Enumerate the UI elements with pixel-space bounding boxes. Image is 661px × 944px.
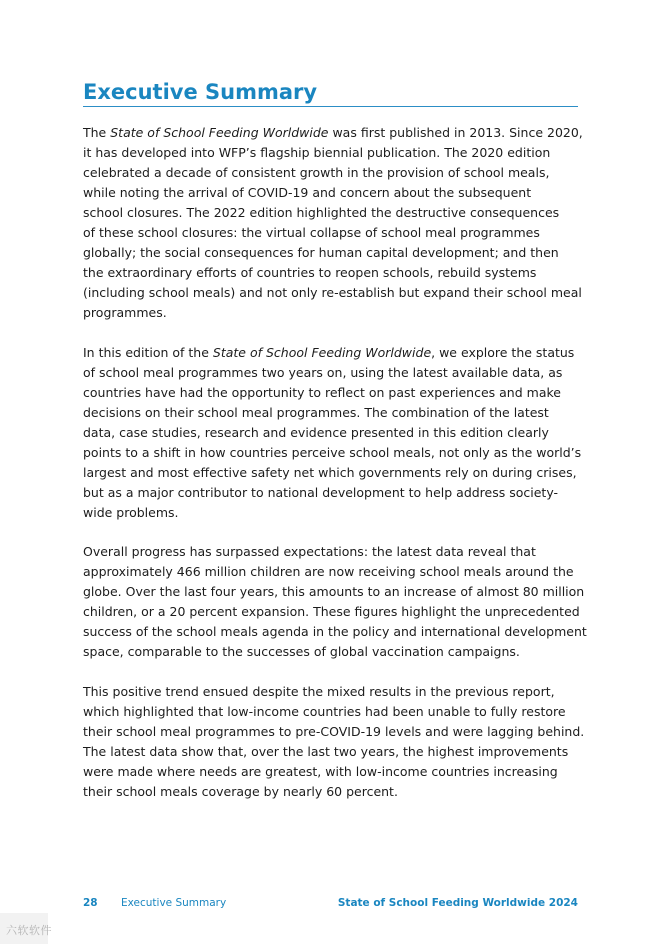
text-segment: decisions on their school meal programmes. The combination of the latest xyxy=(83,405,549,420)
text-segment: success of the school meals agenda in the policy and international development xyxy=(83,624,587,639)
text-line xyxy=(83,622,587,642)
text-line xyxy=(83,463,583,483)
text-segment: (including school meals) and not only re-establish but expand their school meal xyxy=(83,285,582,300)
text-segment: The latest data show that, over the last two years, the highest improvements xyxy=(83,744,569,759)
text-line xyxy=(83,443,583,463)
paragraph-3 xyxy=(83,542,587,662)
italic-title: State of School Feeding Worldwide xyxy=(110,125,329,140)
text-line xyxy=(83,582,583,602)
text-line xyxy=(83,183,583,203)
text-line xyxy=(83,163,583,183)
footer-publication-title: State of School Feeding Worldwide 2024 xyxy=(337,897,578,909)
text-segment: approximately 466 million children are now receiving school meals around the xyxy=(83,564,574,579)
text-segment: but as a major contributor to national development to help address society- xyxy=(83,485,559,500)
text-segment: Overall progress has surpassed expectations: the latest data reveal that xyxy=(83,544,536,559)
text-line xyxy=(83,143,583,163)
text-line xyxy=(83,702,583,722)
text-segment: their school meal programmes to pre-COVID-19 levels and were lagging behind. xyxy=(83,724,585,739)
text-segment: space, comparable to the successes of global vaccination campaigns. xyxy=(83,644,520,659)
text-line xyxy=(83,203,583,223)
text-segment: celebrated a decade of consistent growth in the provision of school meals, xyxy=(83,165,550,180)
text-line xyxy=(83,483,583,503)
text-line xyxy=(83,243,583,263)
text-segment: it has developed into WFP’s flagship biennial publication. The 2020 edition xyxy=(83,145,551,160)
text-line xyxy=(83,403,583,423)
text-line xyxy=(83,782,583,802)
text-line xyxy=(83,123,583,143)
text-segment: programmes. xyxy=(83,305,167,320)
italic-title: State of School Feeding Worldwide xyxy=(212,345,432,360)
text-segment: The xyxy=(83,125,111,140)
watermark-text: 六软软件 xyxy=(6,924,52,937)
text-segment: wide problems. xyxy=(83,505,179,520)
footer-section-title: Executive Summary xyxy=(121,897,227,909)
text-segment: data, case studies, research and evidence presented in this edition clearly xyxy=(83,425,549,440)
text-line xyxy=(83,742,583,762)
text-line xyxy=(83,303,583,323)
text-segment: This positive trend ensued despite the mixed results in the previous report, xyxy=(83,684,555,699)
text-line xyxy=(83,343,583,363)
text-line xyxy=(83,642,583,662)
text-segment: globe. Over the last four years, this amounts to an increase of almost 80 million xyxy=(83,584,585,599)
text-segment: their school meals coverage by nearly 60 percent. xyxy=(83,784,398,799)
text-segment: countries have had the opportunity to reflect on past experiences and make xyxy=(83,385,561,400)
text-line xyxy=(83,602,583,622)
text-segment: which highlighted that low-income countries had been unable to fully restore xyxy=(83,704,566,719)
text-segment: was first published in 2013. Since 2020, xyxy=(328,125,583,140)
text-segment: In this edition of the xyxy=(83,345,213,360)
text-segment: school closures. The 2022 edition highlighted the destructive consequences xyxy=(83,205,560,220)
paragraph-4 xyxy=(83,682,583,802)
text-line xyxy=(83,722,583,742)
text-line xyxy=(83,423,583,443)
text-line xyxy=(83,363,583,383)
text-line xyxy=(83,682,583,702)
text-segment: globally; the social consequences for human capital development; and then xyxy=(83,245,559,260)
text-line xyxy=(83,223,583,243)
text-segment: largest and most effective safety net which governments rely on during crises, xyxy=(83,465,577,480)
text-line xyxy=(83,263,583,283)
text-segment: children, or a 20 percent expansion. These figures highlight the unprecedented xyxy=(83,604,580,619)
text-segment: while noting the arrival of COVID-19 and concern about the subsequent xyxy=(83,185,532,200)
text-line xyxy=(83,542,583,562)
text-segment: of school meal programmes two years on, using the latest available data, as xyxy=(83,365,563,380)
page-title: Executive Summary xyxy=(83,80,318,104)
paragraph-1 xyxy=(83,123,583,323)
text-line xyxy=(83,503,583,523)
text-segment: points to a shift in how countries perceive school meals, not only as the world’s xyxy=(83,445,582,460)
text-segment: , we explore the status xyxy=(431,345,575,360)
text-line xyxy=(83,283,583,303)
text-line xyxy=(83,383,583,403)
title-divider xyxy=(83,106,578,107)
text-line xyxy=(83,762,583,782)
text-segment: the extraordinary efforts of countries to reopen schools, rebuild systems xyxy=(83,265,537,280)
text-segment: of these school closures: the virtual collapse of school meal programmes xyxy=(83,225,540,240)
page-number: 28 xyxy=(83,897,98,909)
paragraph-2 xyxy=(83,343,583,523)
text-line xyxy=(83,562,583,582)
text-segment: were made where needs are greatest, with low-income countries increasing xyxy=(83,764,558,779)
